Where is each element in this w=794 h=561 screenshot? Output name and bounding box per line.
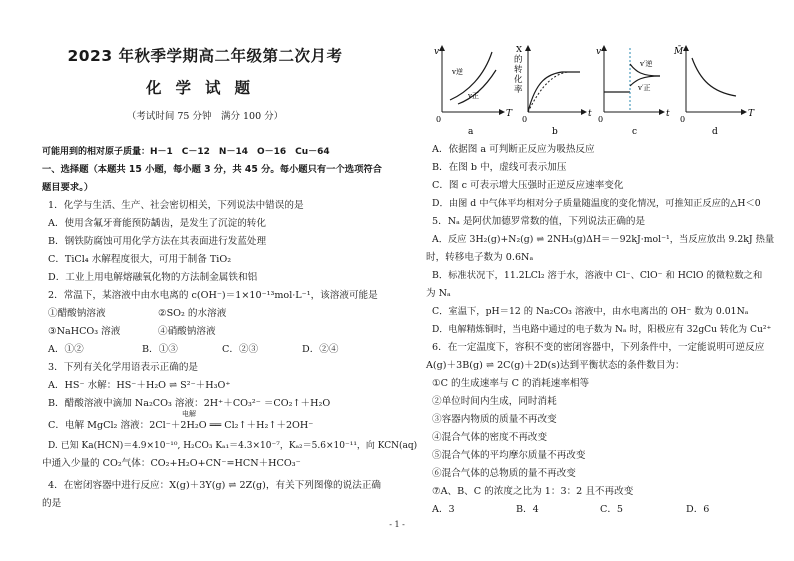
exam-info: （考试时间 75 分钟 满分 100 分）: [126, 111, 284, 122]
q4-option-c: C．图 c 可表示增大压强时正逆反应速率变化: [432, 180, 624, 191]
q6-item-3: ③容器内物质的质量不再改变: [432, 414, 557, 425]
q6-item-2: ②单位时间内生成，同时消耗: [432, 396, 557, 407]
figure-a: [434, 46, 513, 137]
curve-solid: [528, 72, 580, 112]
q6-item-7: ⑦A、B、C 的浓度之比为 1：3：2 且不再改变: [432, 486, 634, 497]
fig-c-origin: 0: [598, 115, 604, 124]
q2-item-4: ④硝酸钠溶液: [158, 326, 216, 337]
q1-stem: 1．化学与生活、生产、社会密切相关，下列说法中错误的是: [48, 200, 304, 211]
fig-c-curve2-label: v′正: [638, 84, 651, 92]
fig-a-label: a: [468, 127, 474, 137]
q4-option-b: B．在图 b 中，虚线可表示加压: [432, 162, 567, 173]
fig-b-x-axis: t: [588, 109, 592, 119]
fig-b-origin: 0: [522, 115, 528, 124]
q6-option-b: B．4: [516, 504, 539, 515]
fig-c-curve1-label: v′逆: [640, 60, 653, 68]
q4-stem: 4．在密闭容器中进行反应：X(g)＋3Y(g) ⇌ 2Z(g)，有关下列图像的说法正确: [48, 480, 382, 491]
page-number: - 1 -: [389, 520, 405, 529]
fig-d-y-axis: M̄: [674, 47, 684, 57]
q2-item-1: ①醋酸钠溶液: [48, 308, 106, 319]
q6-option-c: C．5: [600, 504, 624, 515]
figure-d: [673, 45, 755, 137]
q6-item-5: ⑤混合气体的平均摩尔质量不再改变: [432, 450, 586, 461]
q6-option-d: D．6: [686, 504, 710, 515]
q2-item-2: ②SO₂ 的水溶液: [158, 308, 227, 319]
q3-option-d-cont: 中通入少量的 CO₂气体：CO₂+H₂O+CN⁻=HCN＋HCO₃⁻: [42, 458, 301, 469]
atomic-masses: 可能用到的相对原子质量：H－1 C－12 N－14 O－16 Cu－64: [42, 147, 330, 157]
q3-electrolysis-condition: 电解: [182, 410, 196, 418]
q4-option-d: D．由图 d 中气体平均相对分子质量随温度的变化情况，可推知正反应的△H＜0: [432, 198, 761, 209]
q5-stem: 5．Nₐ 是阿伏加德罗常数的值，下列说法正确的是: [432, 216, 646, 227]
q6-stem-cont: A(g)＋3B(g) ⇌ 2C(g)＋2D(s)达到平衡状态的条件数目为：: [426, 360, 685, 371]
q1-option-a: A．使用含氟牙膏能预防龋齿，是发生了沉淀的转化: [48, 218, 266, 229]
q1-option-b: B．钢铁防腐蚀可用化学方法在其表面进行发蓝处理: [48, 236, 267, 247]
fig-d-origin: 0: [680, 115, 686, 124]
fig-a-y-axis: v: [434, 47, 440, 57]
q2-option-d: D．②④: [302, 344, 339, 355]
q1-option-c: C．TiCl₄ 水解程度很大，可用于制备 TiO₂: [48, 254, 232, 265]
exam-title: 2023 年秋季学期高二年级第二次月考: [67, 47, 343, 65]
q6-item-1: ①C 的生成速率与 C 的消耗速率相等: [432, 378, 590, 389]
figure-strip: [428, 40, 768, 140]
q5-option-b: B．标准状况下，11.2LCl₂ 溶于水，溶液中 Cl⁻、ClO⁻ 和 HClO 的微粒数之和: [432, 270, 763, 281]
curve-dashed: [528, 72, 568, 112]
q4-option-a: A．依据图 a 可判断正反应为吸热反应: [432, 144, 595, 155]
fig-b-y-axis: X 的 转 化 率: [514, 45, 523, 95]
fig-b-label: b: [552, 127, 558, 137]
q5-option-d: D．电解精炼铜时，当电路中通过的电子数为 Nₐ 时，阳极应有 32gCu 转化为 Cu²⁺: [432, 325, 772, 335]
section1-heading-cont: 题目要求。）: [42, 182, 94, 193]
q6-item-6: ⑥混合气体的总物质的量不再改变: [432, 468, 576, 479]
figure-c: [596, 46, 670, 137]
q5-option-a: A．反应 3H₂(g)+N₂(g) ⇌ 2NH₃(g)ΔH＝－92kJ·mol⁻¹，当反应放出 9.2kJ 热量: [432, 234, 775, 245]
q2-item-3: ③NaHCO₃ 溶液: [48, 326, 121, 337]
q3-stem: 3．下列有关化学用语表示正确的是: [48, 362, 199, 373]
fig-c-y-axis: v: [596, 47, 602, 57]
q6-item-4: ④混合气体的密度不再改变: [432, 432, 548, 443]
fig-a-x-axis: T: [506, 109, 513, 119]
q6-stem: 6．在一定温度下，容积不变的密闭容器中，下列条件中，一定能说明可逆反应: [432, 342, 765, 353]
q5-option-b-cont: 为 Nₐ: [426, 288, 451, 299]
q2-option-b: B．①③: [142, 344, 178, 355]
q2-stem: 2．常温下，某溶液中由水电离的 c(OH⁻)＝1×10⁻¹³mol·L⁻¹，该溶液可能是: [48, 290, 378, 301]
fig-a-origin: 0: [436, 115, 442, 124]
q2-option-c: C．②③: [222, 344, 259, 355]
q3-option-b: B．醋酸溶液中滴加 Na₂CO₃ 溶液：2H⁺＋CO₃²⁻ ＝CO₂↑＋H₂O: [48, 398, 331, 409]
fig-c-x-axis: t: [666, 109, 670, 119]
fig-c-label: c: [632, 127, 638, 137]
q3-option-a: A．HS⁻ 水解：HS⁻＋H₂O ⇌ S²⁻＋H₃O⁺: [48, 380, 231, 391]
fig-a-curve2-label: v正: [468, 92, 479, 100]
fig-d-label: d: [712, 127, 718, 137]
q5-option-a-cont: 时，转移电子数为 0.6Nₐ: [426, 252, 534, 263]
q2-option-a: A．①②: [48, 344, 84, 355]
curve-avg-molar-mass: [692, 58, 736, 96]
fig-d-x-axis: T: [748, 109, 755, 119]
q3-option-d: D. 已知 Ka(HCN)＝4.9×10⁻¹⁰, H₂CO₃ Kₐ₁＝4.3×10⁻⁷，Kₐ₂＝5.6×10⁻¹¹，向 KCN(aq): [48, 441, 418, 451]
exam-subject: 化学试题: [145, 79, 264, 97]
q1-option-d: D．工业上用电解熔融氧化物的方法制金属铁和铝: [48, 272, 258, 283]
section1-heading: 一、选择题（本题共 15 小题，每小题 3 分，共 45 分。每小题只有一个选项符合: [42, 164, 382, 175]
q4-stem-cont: 的是: [42, 498, 62, 509]
q6-option-a: A．3: [432, 504, 455, 515]
fig-a-curve1-label: v逆: [452, 68, 463, 76]
q5-option-c: C．室温下，pH＝12 的 Na₂CO₃ 溶液中，由水电离出的 OH⁻ 数为 0.01Nₐ: [432, 306, 749, 317]
q3-option-c: C．电解 MgCl₂ 溶液：2Cl⁻＋2H₂O ══ Cl₂↑＋H₂↑＋2OH⁻: [48, 420, 314, 431]
figure-b: [514, 45, 592, 137]
